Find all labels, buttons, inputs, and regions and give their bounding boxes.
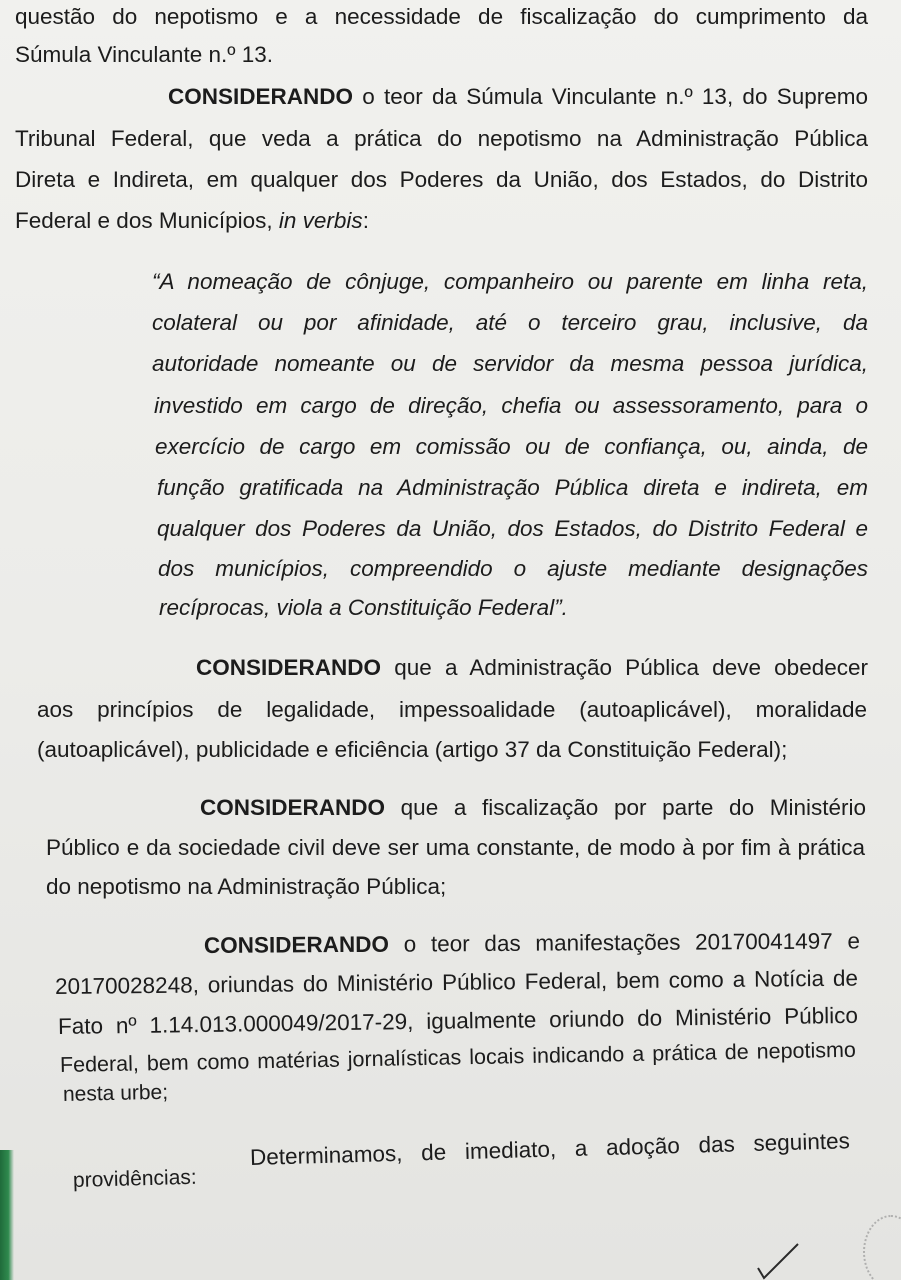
considerando-4-keyword: CONSIDERANDO (203, 931, 390, 958)
considerando-4-line-2: 20170028248, oriundas do Ministério Público Federal, bem como a Notícia de (54, 965, 859, 999)
considerando-1-line-2: Tribunal Federal, que veda a prática do nepotismo na Administração Pública (15, 126, 868, 151)
considerando-4-line-1 (204, 928, 860, 959)
considerando-3-line-1 (200, 795, 866, 821)
quote-line-9: recíprocas, viola a Constituição Federal”. (159, 595, 568, 620)
closing-line-1: Determinamos, de imediato, a adoção das seguintes (249, 1128, 851, 1170)
considerando-1-line-4-a: Federal e dos Municípios, (15, 208, 279, 233)
considerando-4-line-1-text: o teor das manifestações 20170041497 e (388, 928, 861, 957)
considerando-2-keyword: CONSIDERANDO (196, 655, 382, 680)
considerando-3-line-2: Público e da sociedade civil deve ser uma constante, de modo à por fim à prática (46, 835, 865, 860)
handwritten-check-mark-icon (750, 1238, 810, 1280)
considerando-1-keyword: CONSIDERANDO (168, 84, 354, 109)
quote-line-4: investido em cargo de direção, chefia ou assessoramento, para o (154, 393, 868, 418)
quote-line-2: colateral ou por afinidade, até o terceiro grau, inclusive, da (152, 310, 868, 335)
quote-line-8: dos municípios, compreendido o ajuste mediante designações (158, 556, 868, 581)
considerando-1-line-1 (168, 84, 868, 110)
considerando-1-line-1-text: o teor da Súmula Vinculante n.º 13, do Supremo (353, 84, 868, 109)
considerando-2-line-1-text: que a Administração Pública deve obedecer (381, 655, 868, 680)
intro-line-1: questão do nepotismo e a necessidade de fiscalização do cumprimento da (15, 4, 868, 29)
stamp-seal-icon (863, 1215, 901, 1280)
considerando-1-in-verbis: in verbis (278, 208, 363, 233)
considerando-2-line-3: (autoaplicável), publicidade e eficiência (artigo 37 da Constituição Federal); (37, 737, 788, 762)
intro-line-2: Súmula Vinculante n.º 13. (15, 42, 273, 67)
quote-line-7: qualquer dos Poderes da União, dos Estados, do Distrito Federal e (157, 516, 868, 541)
considerando-2-line-2: aos princípios de legalidade, impessoalidade (autoaplicável), moralidade (37, 697, 867, 722)
quote-line-6: função gratificada na Administração Pública direta e indireta, em (157, 475, 868, 500)
considerando-1-line-4-c: : (362, 208, 369, 233)
quote-line-1: “A nomeação de cônjuge, companheiro ou parente em linha reta, (152, 269, 868, 294)
considerando-4-line-3: Fato nº 1.14.013.000049/2017-29, igualmente oriundo do Ministério Público (57, 1002, 859, 1039)
considerando-3-keyword: CONSIDERANDO (200, 795, 386, 820)
considerando-4-line-4: Federal, bem como matérias jornalísticas locais indicando a prática de nepotismo (59, 1037, 857, 1077)
considerando-3-line-1-text: que a fiscalização por parte do Ministério (385, 795, 866, 820)
considerando-1-line-4 (15, 208, 369, 234)
considerando-1-line-3: Direta e Indireta, em qualquer dos Poderes da União, dos Estados, do Distrito (15, 167, 868, 192)
quote-line-3: autoridade nomeante ou de servidor da mesma pessoa jurídica, (152, 351, 868, 376)
quote-line-5: exercício de cargo em comissão ou de confiança, ou, ainda, de (155, 434, 868, 459)
closing-line-2: providências: (72, 1165, 197, 1192)
green-folder-edge (0, 1150, 14, 1280)
considerando-2-line-1 (196, 655, 868, 681)
considerando-4-line-5: nesta urbe; (62, 1080, 169, 1106)
considerando-3-line-3: do nepotismo na Administração Pública; (46, 874, 447, 899)
